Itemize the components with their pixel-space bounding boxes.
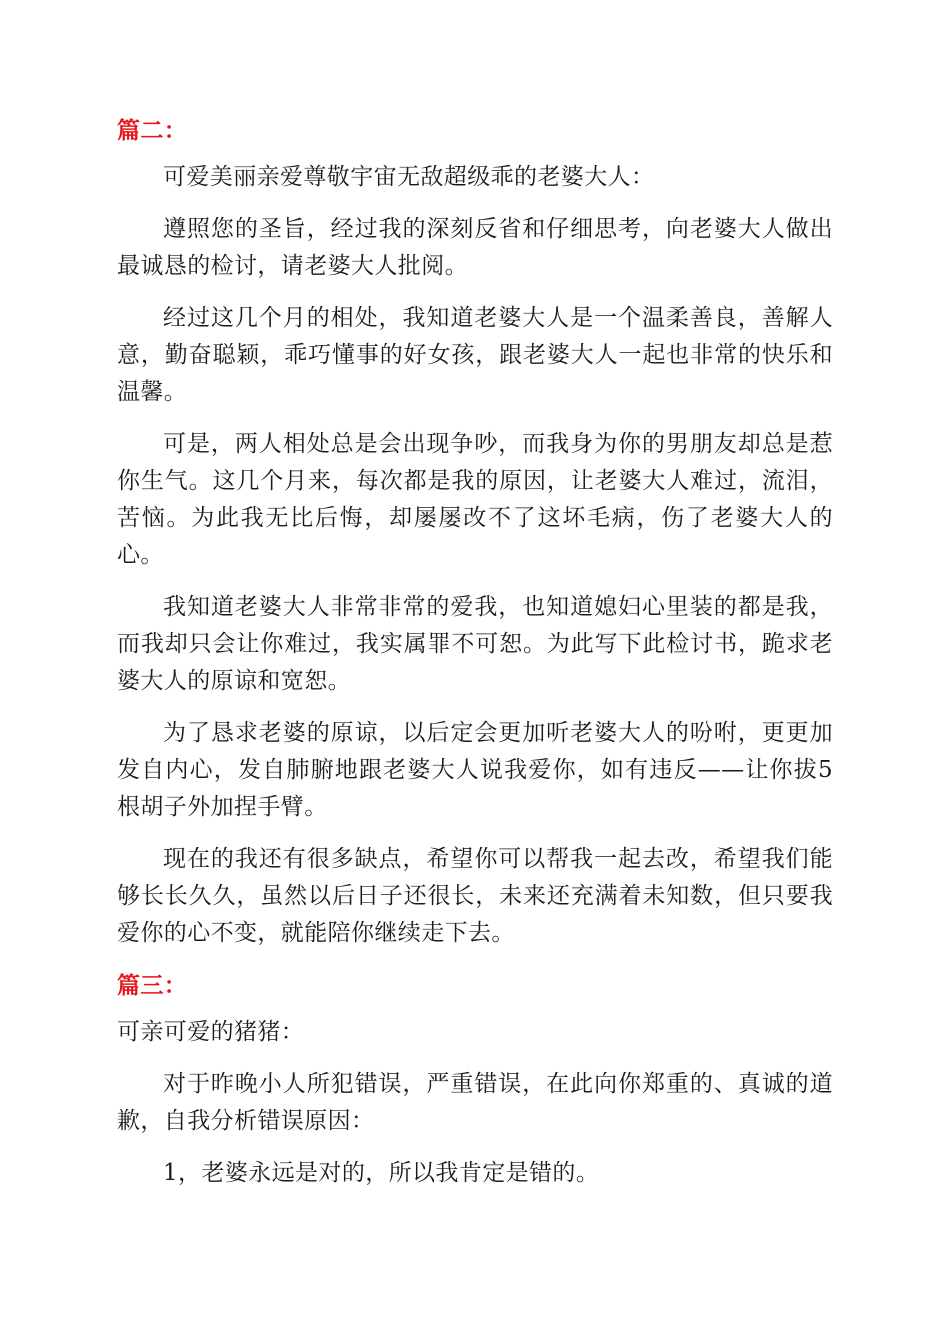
salutation-paragraph: 可亲可爱的猪猪： [117,1019,305,1045]
salutation-paragraph: 可爱美丽亲爱尊敬宇宙无敌超级乖的老婆大人： [163,164,655,190]
body-paragraph: 经过这几个月的相处，我知道老婆大人是一个温柔善良，善解人意，勤奋聪颖，乖巧懂事的好女孩，跟老婆大人一起也非常的快乐和温馨。 [117,305,833,405]
body-paragraph: 现在的我还有很多缺点，希望你可以帮我一起去改，希望我们能够长长久久，虽然以后日子还很长，未来还充满着未知数，但只要我爱你的心不变，就能陪你继续走下去。 [117,846,833,946]
body-paragraph: 为了恳求老婆的原谅，以后定会更加听老婆大人的吩咐，更更加发自内心，发自肺腑地跟老婆大人说我爱你，如有违反——让你拔5根胡子外加捏手臂。 [117,720,833,820]
body-paragraph: 可是，两人相处总是会出现争吵，而我身为你的男朋友却总是惹你生气。这几个月来，每次都是我的原因，让老婆大人难过，流泪，苦恼。为此我无比后悔，却屡屡改不了这坏毛病，伤了老婆大人的心。 [117,431,833,568]
body-paragraph: 对于昨晚小人所犯错误，严重错误，在此向你郑重的、真诚的道歉，自我分析错误原因： [117,1071,833,1134]
body-paragraph: 遵照您的圣旨，经过我的深刻反省和仔细思考，向老婆大人做出最诚恳的检讨，请老婆大人批阅。 [117,216,833,279]
section-heading-2: 篇二： [117,118,188,144]
section-heading-3: 篇三： [117,973,188,999]
body-paragraph: 我知道老婆大人非常非常的爱我，也知道媳妇心里装的都是我，而我却只会让你难过，我实属罪不可恕。为此写下此检讨书，跪求老婆大人的原谅和宽恕。 [117,594,833,694]
list-item: 1，老婆永远是对的，所以我肯定是错的。 [163,1160,600,1186]
document-body [117,112,833,1207]
